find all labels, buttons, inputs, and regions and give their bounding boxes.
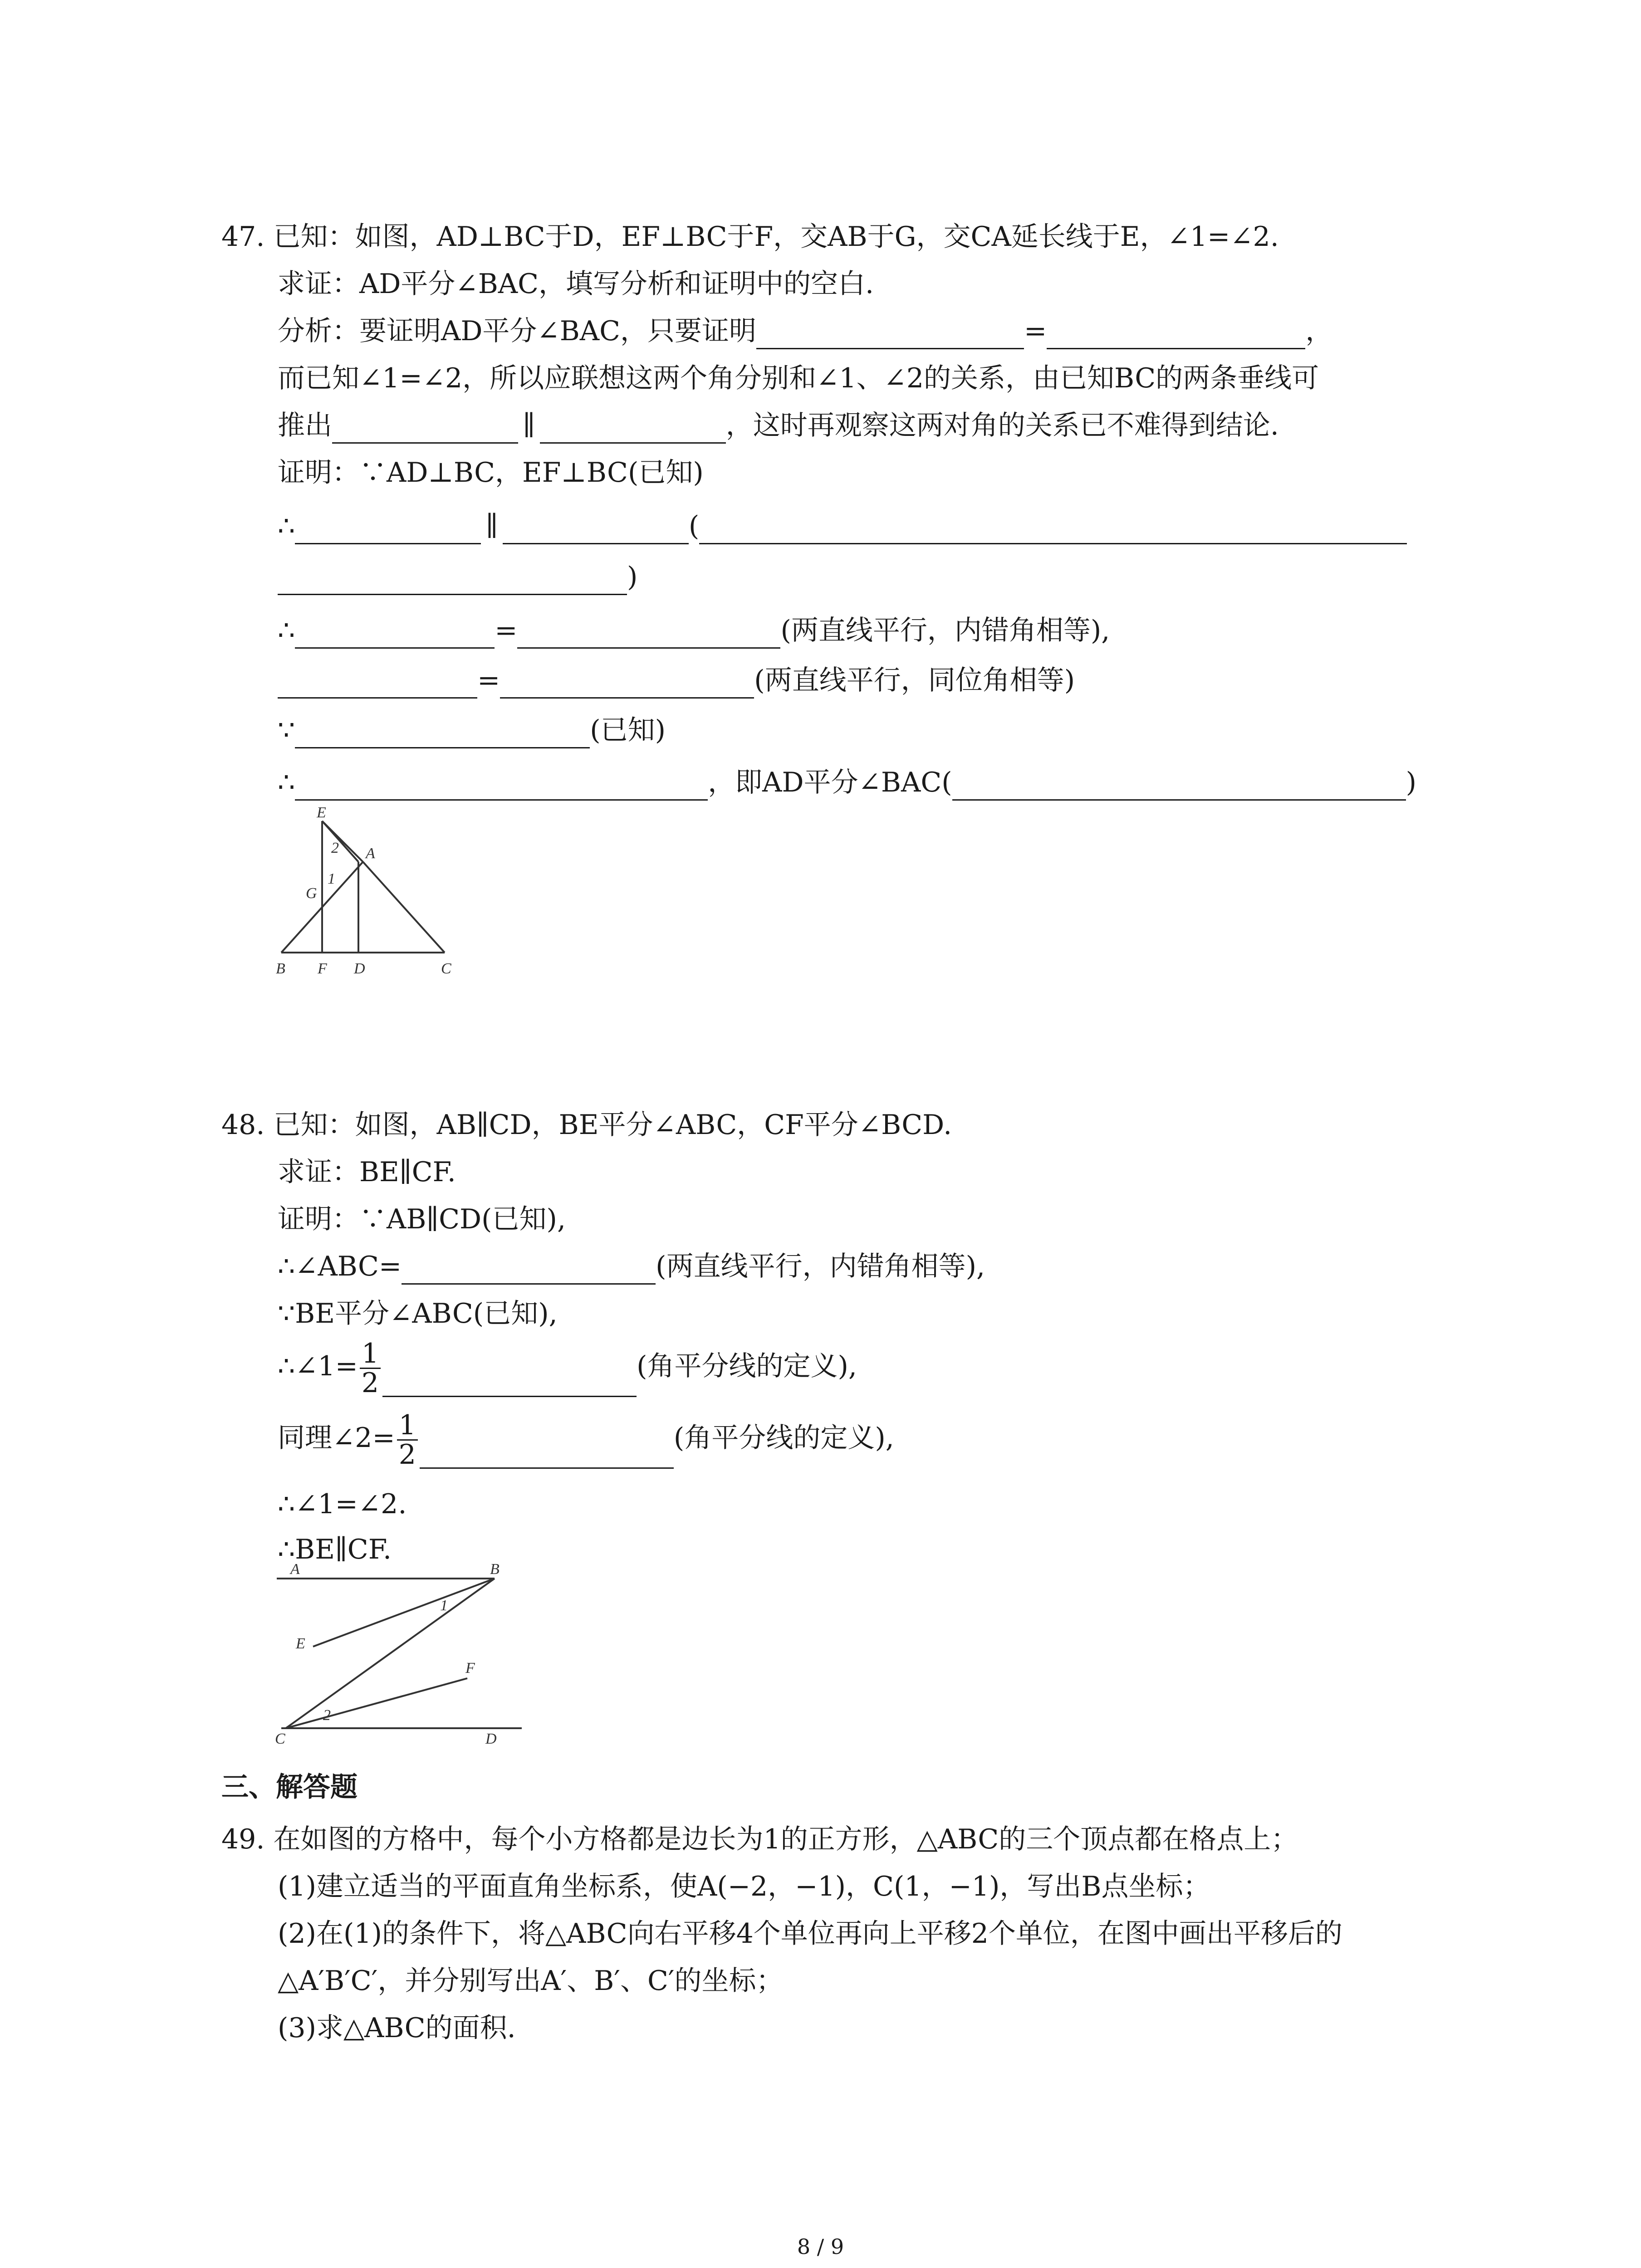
label-b: B xyxy=(490,1561,500,1578)
answer-blank[interactable] xyxy=(295,771,708,801)
fraction-denominator: 2 xyxy=(398,1438,416,1471)
fraction-numerator: 1 xyxy=(360,1339,381,1369)
q48-figure xyxy=(272,1560,526,1751)
label-c: C xyxy=(275,1730,285,1747)
reason-text: (已知) xyxy=(590,714,666,746)
label-2: 2 xyxy=(323,1707,331,1724)
q49-number: 49. xyxy=(221,1823,265,1855)
q47-analysis-line1 xyxy=(278,313,1332,349)
q48-prove: 求证：BE∥CF. xyxy=(278,1156,456,1188)
q47-figure xyxy=(272,807,508,980)
q47-proof-line1b xyxy=(278,559,637,595)
label-f: F xyxy=(318,960,327,977)
reason-text: (两直线平行，内错角相等), xyxy=(656,1251,985,1282)
q47-proof-line4 xyxy=(278,712,666,748)
answer-blank[interactable] xyxy=(278,669,477,699)
answer-blank[interactable] xyxy=(952,771,1406,801)
label-a: A xyxy=(290,1561,300,1578)
q48-proof-6: ∴∠1=∠2. xyxy=(278,1488,407,1520)
answer-blank[interactable] xyxy=(278,566,627,595)
therefore-symbol: ∴ xyxy=(278,767,295,798)
fraction-half xyxy=(397,1411,418,1469)
reason-text: (角平分线的定义), xyxy=(637,1350,857,1382)
q47-given xyxy=(221,219,1279,255)
answer-blank[interactable] xyxy=(420,1439,674,1469)
line-ea xyxy=(322,821,358,862)
conclusion-text: ，即AD平分∠BAC( xyxy=(708,767,952,798)
label-1: 1 xyxy=(440,1597,448,1614)
proof-text: ∴∠1= xyxy=(278,1350,358,1382)
equals-sign: = xyxy=(495,615,518,646)
parallel-symbol: ∥ xyxy=(485,510,498,542)
q47-proof-line5 xyxy=(278,764,1416,801)
q47-proof-start: 证明：∵AD⊥BC，EF⊥BC(已知) xyxy=(278,457,704,489)
parallel-symbol: ∥ xyxy=(523,410,535,441)
line-bc xyxy=(286,1579,495,1728)
answer-blank[interactable] xyxy=(699,515,1407,544)
because-symbol: ∵ xyxy=(278,714,295,746)
q48-proof-4 xyxy=(278,1338,857,1397)
q49-part1: (1)建立适当的平面直角坐标系，使A(−2，−1)，C(1，−1)，写出B点坐标； xyxy=(278,1871,1210,1902)
q47-proof-line2 xyxy=(278,612,1110,649)
answer-blank[interactable] xyxy=(540,414,726,444)
q48-given xyxy=(221,1107,952,1143)
close-paren: ) xyxy=(1406,767,1417,798)
reason-text: (两直线平行，同位角相等) xyxy=(754,665,1075,696)
q49-part2b: △A′B′C′，并分别写出A′、B′、C′的坐标； xyxy=(278,1965,784,1997)
answer-blank[interactable] xyxy=(756,320,1024,349)
therefore-symbol: ∴ xyxy=(278,615,295,646)
answer-blank[interactable] xyxy=(332,414,518,444)
q47-analysis-line3 xyxy=(278,407,1279,444)
label-2: 2 xyxy=(331,840,339,856)
analysis-conclusion: ，这时再观察这两对角的关系已不难得到结论. xyxy=(725,410,1279,441)
fraction-denominator: 2 xyxy=(361,1367,379,1399)
q48-proof-5 xyxy=(278,1410,894,1469)
answer-blank[interactable] xyxy=(517,619,780,649)
q47-proof-line1 xyxy=(278,508,1407,544)
equals-sign: = xyxy=(477,665,500,696)
label-d: D xyxy=(485,1730,497,1747)
page-number: 8 / 9 xyxy=(797,2234,844,2259)
q47-number: 47. xyxy=(221,221,265,253)
therefore-symbol: ∴ xyxy=(278,510,295,542)
answer-blank[interactable] xyxy=(295,619,495,649)
equals-sign: = xyxy=(1024,315,1047,347)
answer-blank[interactable] xyxy=(500,669,754,699)
proof-text: ∴∠ABC= xyxy=(278,1251,402,1282)
fraction-numerator: 1 xyxy=(397,1411,418,1441)
q47-given-text: 已知：如图，AD⊥BC于D，EF⊥BC于F，交AB于G，交CA延长线于E，∠1=∠2. xyxy=(273,221,1279,253)
line-cf xyxy=(286,1678,467,1728)
answer-blank[interactable] xyxy=(1047,320,1305,349)
q48-given-text: 已知：如图，AB∥CD，BE平分∠ABC，CF平分∠BCD. xyxy=(273,1109,952,1141)
label-g: G xyxy=(306,885,317,902)
reason-text: (两直线平行，内错角相等), xyxy=(780,615,1110,646)
answer-blank[interactable] xyxy=(503,515,689,544)
q48-proof-3: ∵BE平分∠ABC(已知), xyxy=(278,1298,558,1330)
reason-text: (角平分线的定义), xyxy=(673,1422,894,1454)
answer-blank[interactable] xyxy=(382,1368,637,1397)
q47-analysis-line2: 而已知∠1=∠2，所以应联想这两个角分别和∠1、∠2的关系，由已知BC的两条垂线可 xyxy=(278,362,1319,394)
label-f: F xyxy=(465,1660,475,1677)
line-ac xyxy=(363,862,445,953)
open-paren: ( xyxy=(688,510,700,542)
answer-blank[interactable] xyxy=(402,1255,656,1285)
q49-text xyxy=(221,1821,1298,1857)
line-be xyxy=(313,1579,495,1647)
q47-proof-line3 xyxy=(278,662,1075,699)
comma: ， xyxy=(1305,315,1333,347)
proof-text: 同理∠2= xyxy=(278,1422,395,1454)
close-paren: ) xyxy=(627,561,638,593)
q48-proof-1: 证明：∵AB∥CD(已知), xyxy=(278,1203,566,1235)
label-1: 1 xyxy=(328,870,335,887)
q48-proof-7: ∴BE∥CF. xyxy=(278,1534,392,1565)
q49-part2a: (2)在(1)的条件下，将△ABC向右平移4个单位再向上平移2个单位，在图中画出平移后的 xyxy=(278,1918,1342,1950)
label-d: D xyxy=(354,960,365,977)
answer-blank[interactable] xyxy=(295,515,481,544)
section-title: 三、解答题 xyxy=(221,1771,358,1803)
infer-text: 推出 xyxy=(278,410,332,441)
label-e: E xyxy=(296,1635,305,1652)
q48-number: 48. xyxy=(221,1109,265,1141)
q47-analysis-text: 分析：要证明AD平分∠BAC，只要证明 xyxy=(278,315,757,347)
q48-proof-2 xyxy=(278,1248,985,1285)
label-a: A xyxy=(366,845,375,862)
fraction-half xyxy=(360,1339,381,1397)
q49-part3: (3)求△ABC的面积. xyxy=(278,2012,516,2044)
q47-prove: 求证：AD平分∠BAC，填写分析和证明中的空白. xyxy=(278,268,874,300)
label-b: B xyxy=(276,960,285,977)
answer-blank[interactable] xyxy=(295,719,590,748)
label-e: E xyxy=(317,807,326,821)
q49-stem: 在如图的方格中，每个小方格都是边长为1的正方形，△ABC的三个顶点都在格点上； xyxy=(273,1823,1298,1855)
label-c: C xyxy=(441,960,451,977)
